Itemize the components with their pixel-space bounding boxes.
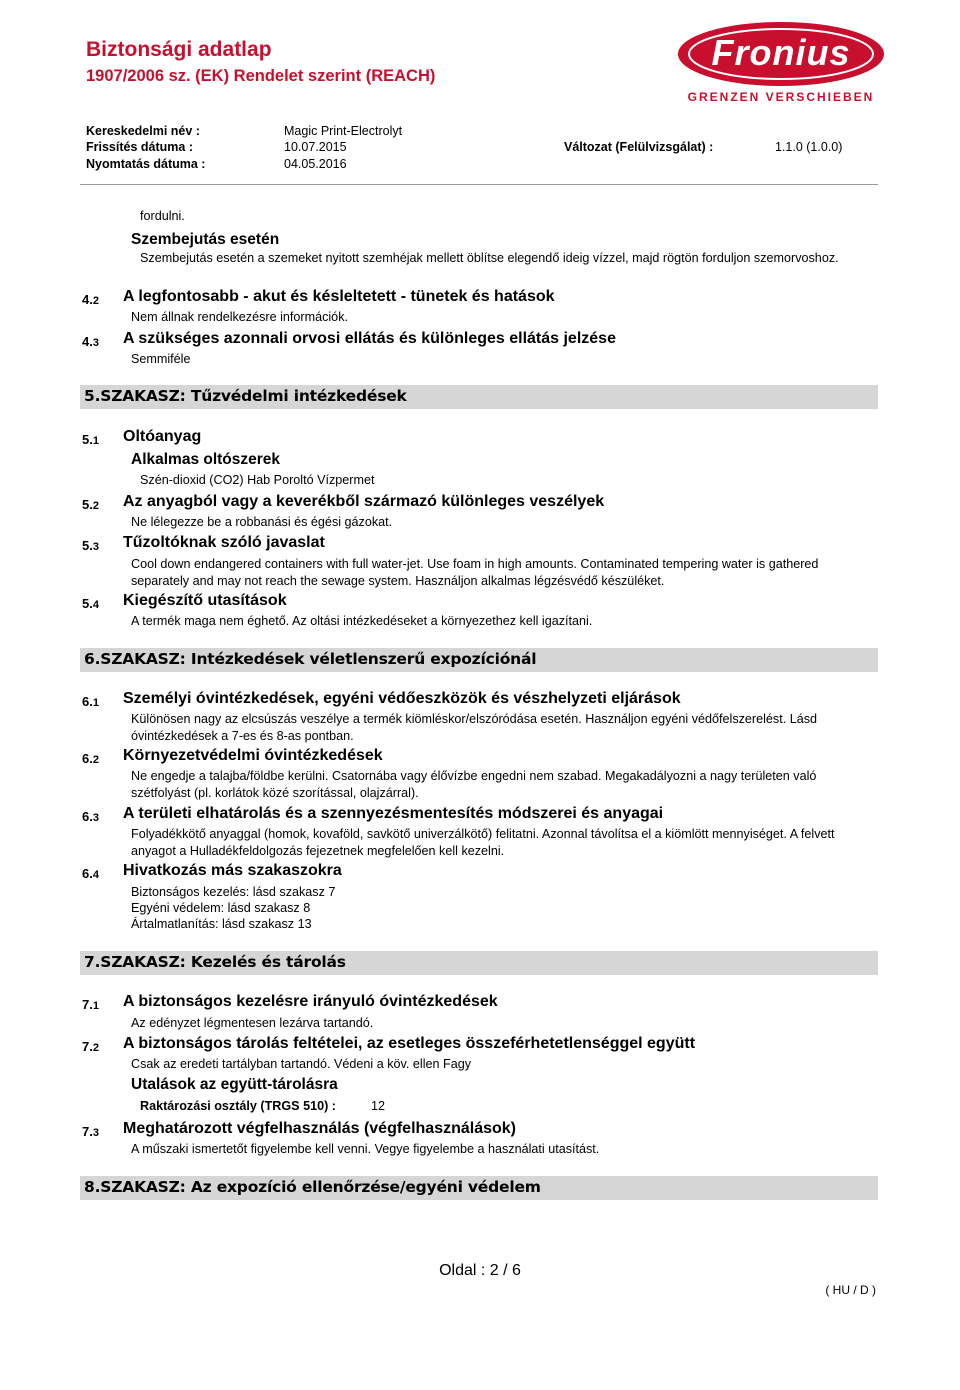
subsection-heading-7-2: A biztonságos tárolás feltételei, az esetleges összeférhetetlenséggel együtt: [123, 1035, 696, 1052]
section-5-title: 5.SZAKASZ: Tűzvédelmi intézkedések: [84, 387, 407, 405]
section-5-header: [80, 385, 878, 409]
reference-section-13: Ártalmatlanítás: lásd szakasz 13: [131, 917, 312, 931]
subsection-heading-6-3: A területi elhatárolás és a szennyezésmentesítés módszerei és anyagai: [123, 805, 664, 822]
subsection-text-5-4: A termék maga nem éghető. Az oltási intézkedéseket a környezethez kell igazítani.: [131, 614, 593, 628]
logo-tagline: GRENZEN VERSCHIEBEN: [687, 90, 875, 104]
subsection-text-5-2: Ne lélegezze be a robbanási és égési gázokat.: [131, 515, 393, 529]
revision-date-value: 10.07.2015: [284, 140, 347, 154]
subsection-number: 7.3: [82, 1124, 99, 1139]
storage-class-label: Raktározási osztály (TRGS 510) :: [140, 1099, 336, 1113]
subsection-number: 7.2: [82, 1039, 99, 1054]
subsection-text-6-2: Ne engedje a talajba/földbe kerülni. Csatornába vagy élővízbe engedni nem szabad. Megakadályozni a nagy területen való szétfolyást (pl. korlátok közé szorítással, olajzárral).: [131, 769, 817, 800]
reference-section-8: Egyéni védelem: lásd szakasz 8: [131, 901, 311, 915]
subsection-number: 7.1: [82, 997, 99, 1012]
subsection-heading-4-3: A szükséges azonnali orvosi ellátás és különleges ellátás jelzése: [123, 330, 616, 347]
section-6-title: 6.SZAKASZ: Intézkedések véletlenszerű expozíciónál: [84, 650, 537, 668]
section-8-header: [80, 1176, 878, 1200]
subsection-heading-7-3: Meghatározott végfelhasználás (végfelhasználások): [123, 1120, 516, 1137]
subsection-heading-5-4: Kiegészítő utasítások: [123, 592, 287, 609]
subsection-text-4-3: Semmiféle: [131, 352, 191, 366]
subsection-number: 5.1: [82, 432, 99, 447]
subsection-text-6-1: Különösen nagy az elcsúszás veszélye a termék kiömléskor/elszóródása esetén. Használjon egyéni védőfelszerelést. Lásd óvintézkedések a 7-es és 8-as pontban.: [131, 712, 818, 743]
section-7-title: 7.SZAKASZ: Kezelés és tárolás: [84, 953, 346, 971]
section-8-title: 8.SZAKASZ: Az expozíció ellenőrzése/egyéni védelem: [84, 1178, 541, 1196]
subsection-text-5-3: Cool down endangered containers with full water-jet. Use foam in high amounts. Contaminated tempering water is gathered separately and may not reach the sewage system. Használjon alkalmas légzésvédő készüléket.: [131, 557, 819, 588]
subsection-heading-4-2: A legfontosabb - akut és késleltetett - tünetek és hatások: [123, 288, 555, 305]
subsection-heading-6-4: Hivatkozás más szakaszokra: [123, 862, 342, 879]
print-date-label: Nyomtatás dátuma :: [86, 157, 206, 171]
fronius-logo: [676, 18, 886, 110]
page-number: Oldal : 2 / 6: [439, 1262, 521, 1279]
subsection-text-7-2: Csak az eredeti tartályban tartandó. Védeni a köv. ellen Fagy: [131, 1057, 471, 1071]
header-divider: [80, 184, 878, 185]
subsection-number: 4.2: [82, 292, 99, 307]
section-6-header: [80, 648, 878, 672]
suitable-extinguishing-heading: Alkalmas oltószerek: [131, 451, 281, 468]
subsection-number: 6.2: [82, 751, 99, 766]
subsection-number: 5.2: [82, 497, 99, 512]
logo-text: Fronius: [711, 32, 851, 73]
print-date-value: 04.05.2016: [284, 157, 347, 171]
version-label: Változat (Felülvizsgálat) :: [564, 140, 714, 154]
continuation-text: fordulni.: [140, 209, 185, 223]
subsection-number: 5.4: [82, 596, 99, 611]
co-storage-heading: Utalások az együtt-tárolásra: [131, 1076, 338, 1093]
revision-date-label: Frissítés dátuma :: [86, 140, 193, 154]
storage-class-value: 12: [371, 1099, 386, 1113]
subsection-text-7-3: A műszaki ismertetőt figyelembe kell venni. Vegye figyelembe a használati utasítást.: [131, 1142, 600, 1156]
subsection-text-4-2: Nem állnak rendelkezésre információk.: [131, 310, 348, 324]
subsection-heading-5-3: Tűzoltóknak szóló javaslat: [123, 534, 325, 551]
eye-contact-heading: Szembejutás esetén: [131, 231, 280, 248]
subsection-heading-5-1: Oltóanyag: [123, 428, 202, 445]
subsection-text-6-3: Folyadékkötő anyaggal (homok, kovaföld, savkötő univerzálkötő) felitatni. Azonnal távolítsa el a kiömlött mennyiséget. A felvett anyagot a Hulladékfeldolgozás fejezetnek megfelelően kell kezelni.: [131, 827, 835, 858]
subsection-number: 4.3: [82, 334, 99, 349]
subsection-number: 6.4: [82, 866, 99, 881]
reference-section-7: Biztonságos kezelés: lásd szakasz 7: [131, 885, 336, 899]
language-code: ( HU / D ): [825, 1283, 876, 1297]
trade-name-label: Kereskedelmi név :: [86, 124, 200, 138]
version-value: 1.1.0 (1.0.0): [775, 140, 843, 154]
eye-contact-text: Szembejutás esetén a szemeket nyitott szemhéjak mellett öblítse elegendő ideig vízzel, majd rögtön forduljon szemorvoshoz.: [140, 251, 839, 265]
subsection-heading-6-1: Személyi óvintézkedések, egyéni védőeszközök és vészhelyzeti eljárások: [123, 690, 681, 707]
subsection-number: 6.1: [82, 694, 99, 709]
subsection-heading-6-2: Környezetvédelmi óvintézkedések: [123, 747, 383, 764]
document-subtitle: 1907/2006 sz. (EK) Rendelet szerint (REACH): [86, 67, 436, 85]
suitable-extinguishing-text: Szén-dioxid (CO2) Hab Poroltó Vízpermet: [140, 473, 375, 487]
subsection-number: 6.3: [82, 809, 99, 824]
trade-name-value: Magic Print-Electrolyt: [284, 124, 403, 138]
subsection-heading-5-2: Az anyagból vagy a keverékből származó különleges veszélyek: [123, 493, 605, 510]
section-7-header: [80, 951, 878, 975]
subsection-number: 5.3: [82, 538, 99, 553]
document-title: Biztonsági adatlap: [86, 38, 272, 61]
subsection-heading-7-1: A biztonságos kezelésre irányuló óvintézkedések: [123, 993, 498, 1010]
subsection-text-7-1: Az edényzet légmentesen lezárva tartandó.: [131, 1016, 374, 1030]
